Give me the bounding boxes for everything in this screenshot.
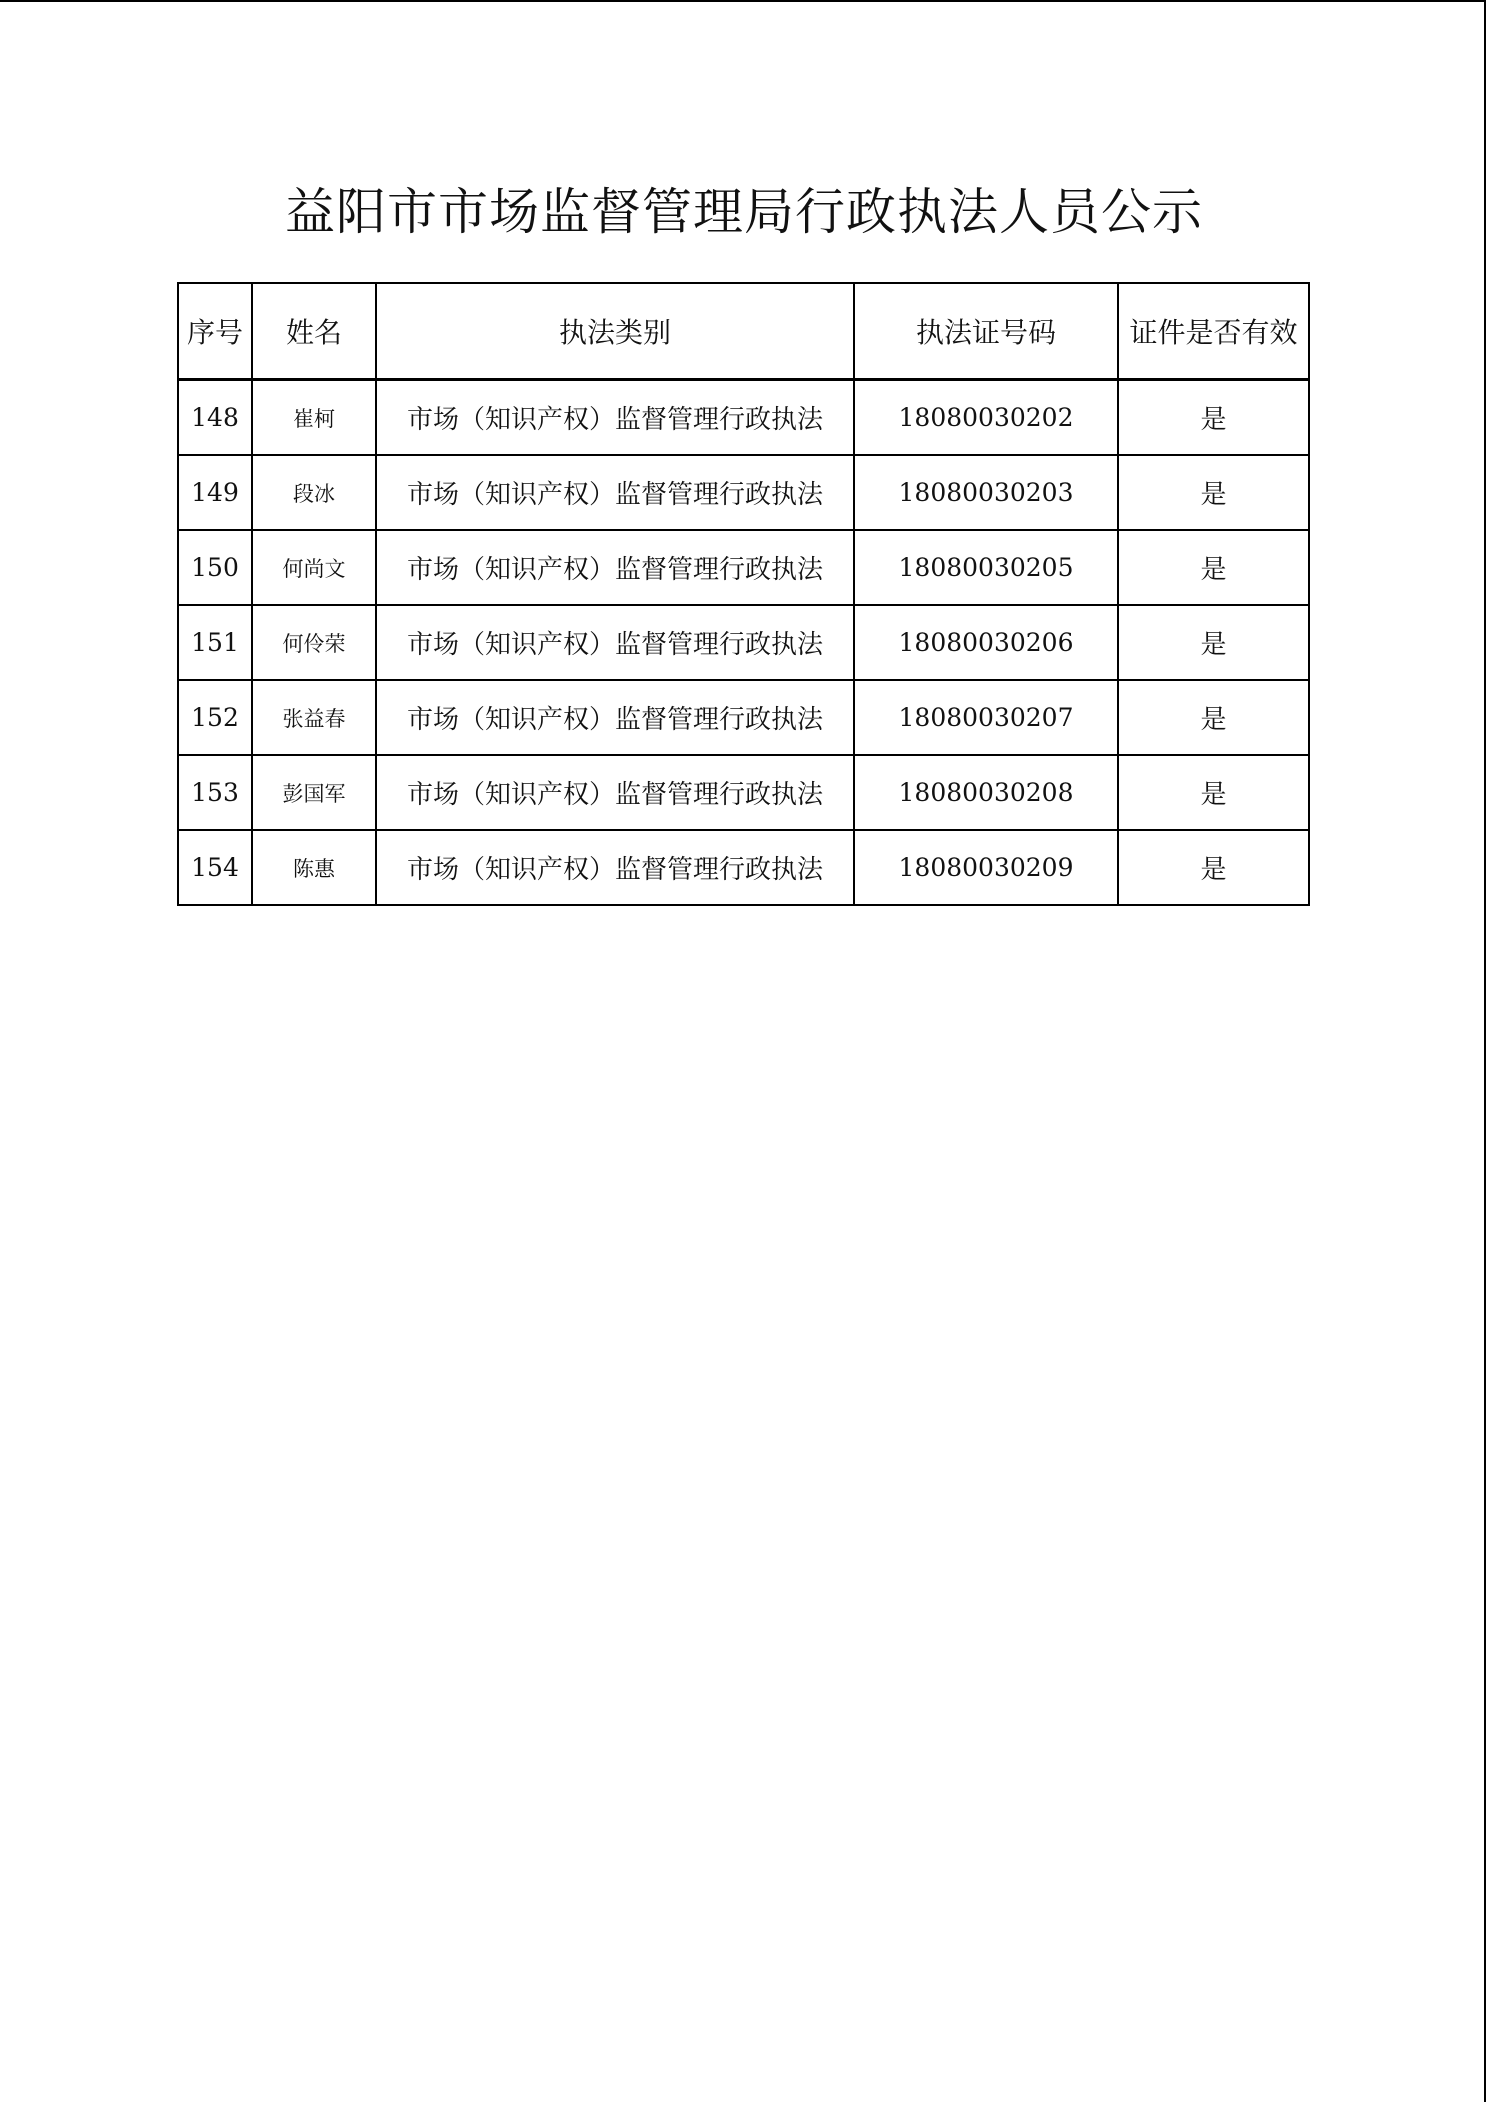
table-row <box>178 455 1309 530</box>
name-cell: 陈惠 <box>252 830 376 905</box>
seq-cell: 154 <box>178 830 252 905</box>
valid-cell: 是 <box>1118 680 1309 755</box>
name-cell: 段冰 <box>252 455 376 530</box>
cert-no-cell: 18080030202 <box>854 380 1118 456</box>
valid-cell: 是 <box>1118 455 1309 530</box>
cert-no-cell: 18080030208 <box>854 755 1118 830</box>
cert-no-cell: 18080030206 <box>854 605 1118 680</box>
category-cell: 市场（知识产权）监督管理行政执法 <box>376 605 854 680</box>
header-seq: 序号 <box>178 283 252 380</box>
table-row <box>178 830 1309 905</box>
table-row <box>178 755 1309 830</box>
valid-cell: 是 <box>1118 530 1309 605</box>
category-cell: 市场（知识产权）监督管理行政执法 <box>376 755 854 830</box>
seq-cell: 149 <box>178 455 252 530</box>
page-title: 益阳市市场监督管理局行政执法人员公示 <box>285 183 1203 241</box>
seq-cell: 150 <box>178 530 252 605</box>
table-row <box>178 380 1309 456</box>
seq-cell: 152 <box>178 680 252 755</box>
name-cell: 彭国军 <box>252 755 376 830</box>
table-header-row <box>178 283 1309 380</box>
category-cell: 市场（知识产权）监督管理行政执法 <box>376 830 854 905</box>
seq-cell: 153 <box>178 755 252 830</box>
category-cell: 市场（知识产权）监督管理行政执法 <box>376 530 854 605</box>
table-row <box>178 680 1309 755</box>
table-row <box>178 530 1309 605</box>
valid-cell: 是 <box>1118 380 1309 456</box>
table-row <box>178 605 1309 680</box>
cert-no-cell: 18080030203 <box>854 455 1118 530</box>
seq-cell: 148 <box>178 380 252 456</box>
name-cell: 张益春 <box>252 680 376 755</box>
cert-no-cell: 18080030205 <box>854 530 1118 605</box>
header-name: 姓名 <box>252 283 376 380</box>
valid-cell: 是 <box>1118 830 1309 905</box>
valid-cell: 是 <box>1118 605 1309 680</box>
cert-no-cell: 18080030209 <box>854 830 1118 905</box>
name-cell: 何伶荣 <box>252 605 376 680</box>
name-cell: 何尚文 <box>252 530 376 605</box>
header-category: 执法类别 <box>376 283 854 380</box>
category-cell: 市场（知识产权）监督管理行政执法 <box>376 455 854 530</box>
personnel-table <box>177 282 1310 906</box>
category-cell: 市场（知识产权）监督管理行政执法 <box>376 680 854 755</box>
category-cell: 市场（知识产权）监督管理行政执法 <box>376 380 854 456</box>
cert-no-cell: 18080030207 <box>854 680 1118 755</box>
header-valid: 证件是否有效 <box>1118 283 1309 380</box>
header-cert-no: 执法证号码 <box>854 283 1118 380</box>
name-cell: 崔柯 <box>252 380 376 456</box>
seq-cell: 151 <box>178 605 252 680</box>
valid-cell: 是 <box>1118 755 1309 830</box>
